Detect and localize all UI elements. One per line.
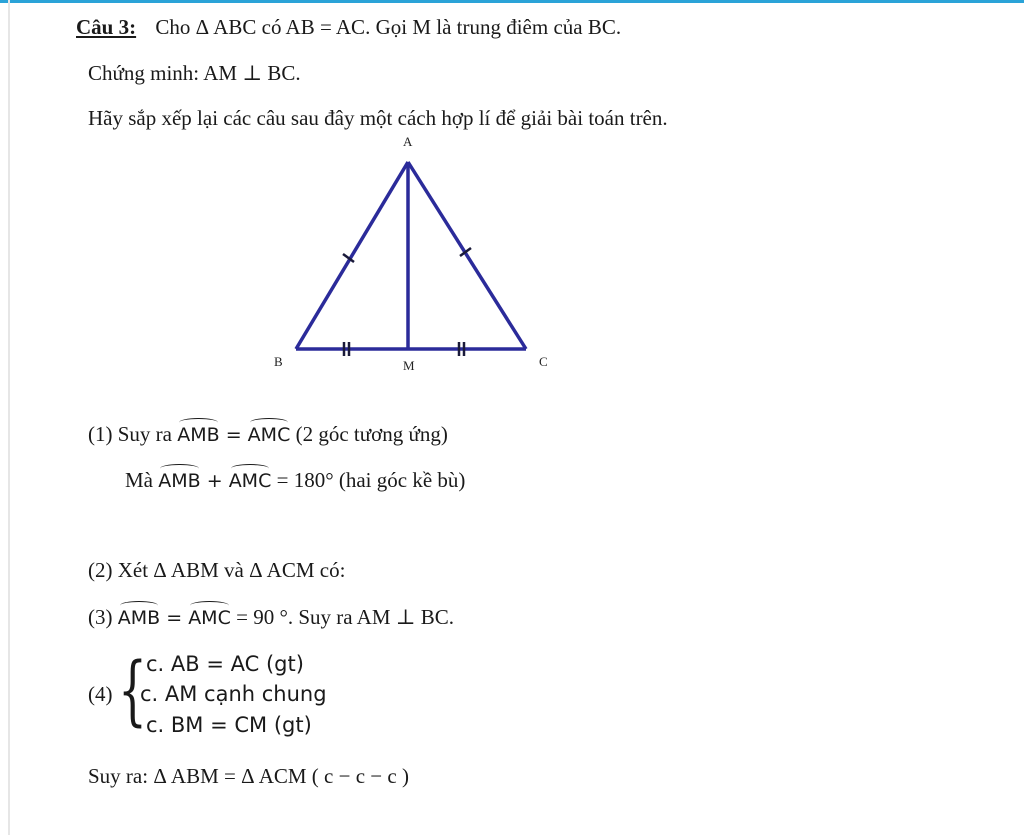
question-statement	[76, 14, 621, 40]
step-1b-prefix: Mà	[125, 468, 159, 492]
step-3-eq: =	[160, 607, 189, 629]
step-1-suffix: (2 góc tương ứng)	[290, 422, 448, 446]
label-a: A	[403, 134, 413, 149]
step-2: (2) Xét Δ ABM và Δ ACM có:	[88, 558, 346, 582]
step-1	[88, 421, 448, 448]
instruction-text: Hãy sắp xếp lại các câu sau đây một cách hợp lí để giải bài toán trên.	[88, 106, 668, 130]
label-b: B	[274, 354, 283, 369]
step-3-prefix: (3)	[88, 605, 118, 629]
angle-amb: AMB	[177, 424, 220, 446]
angle-amc-2: AMC	[228, 470, 272, 492]
label-c: C	[539, 354, 548, 369]
step-4-line-2: c. AM cạnh chung	[140, 682, 327, 706]
angle-amc: AMC	[247, 424, 291, 446]
triangle-figure	[260, 130, 560, 380]
step-3	[88, 604, 454, 631]
step-1b-plus: +	[200, 470, 229, 492]
prove-statement: Chứng minh: AM ⊥ BC.	[88, 61, 301, 85]
top-accent-bar	[0, 0, 1024, 3]
step-1-eq: =	[219, 424, 248, 446]
step-1b-suffix: = 180° (hai góc kề bù)	[271, 468, 466, 492]
label-m: M	[403, 358, 415, 373]
step-1-prefix: (1) Suy ra	[88, 422, 178, 446]
angle-amb-2: AMB	[158, 470, 201, 492]
step-4-brace: {	[118, 645, 148, 734]
step-3-suffix: = 90 °. Suy ra AM ⊥ BC.	[230, 605, 455, 629]
step-4-line-3: c. BM = CM (gt)	[146, 713, 312, 737]
question-text: Cho Δ ABC có AB = AC. Gọi M là trung điêm của BC.	[155, 15, 622, 39]
conclusion: Suy ra: Δ ABM = Δ ACM ( c − c − c )	[88, 764, 409, 788]
step-4-label: (4)	[88, 682, 113, 706]
question-label: Câu 3:	[76, 15, 137, 39]
side-ab	[296, 162, 408, 349]
angle-amb-3: AMB	[117, 607, 161, 629]
step-1-continuation	[125, 467, 465, 494]
angle-amc-3: AMC	[188, 607, 231, 629]
step-4-line-1: c. AB = AC (gt)	[146, 652, 304, 676]
side-ac	[408, 162, 526, 349]
page-left-border	[8, 0, 10, 835]
